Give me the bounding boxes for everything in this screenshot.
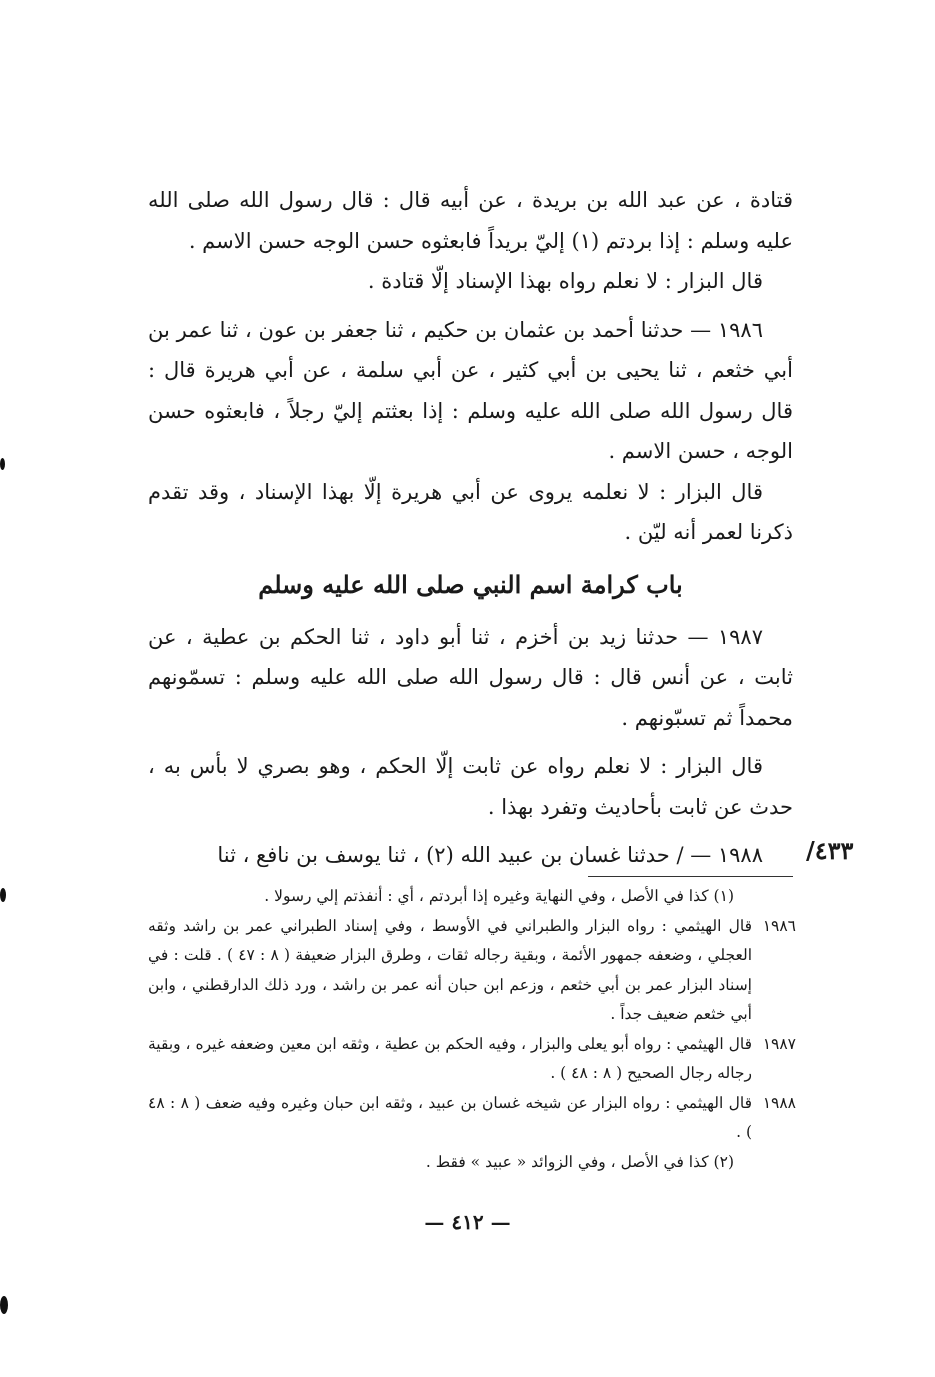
bazzar-comment: قال البزار : لا نعلمه يروى عن أبي هريرة إلّا بهذا الإسناد ، وقد تقدم ذكرنا لعمر أنه ليّن . [148, 479, 793, 544]
footnote [148, 912, 796, 1030]
footnote-number: ١٩٨٧ [762, 1034, 796, 1053]
footnote [148, 882, 796, 912]
chapter-heading: باب كرامة اسم النبي صلى الله عليه وسلم [258, 569, 683, 599]
footnote-separator [588, 876, 793, 877]
hadith-1986: ١٩٨٦ — حدثنا أحمد بن عثمان بن حكيم ، ثنا جعفر بن عون ، ثنا عمر بن أبي خثعم ، ثنا يحيى بن أبي كثير ، عن أبي سلمة ، عن أبي هريرة قال : قال رسول الله صلى الله عليه وسلم : إذا بعثتم إليّ رجلاً ، فابعثوه حسن الوجه ، حسن الاسم . [148, 317, 793, 463]
footnote-number [752, 1148, 796, 1178]
footnote-text: قال الهيثمي : رواه البزار عن شيخه غسان بن عبيد ، وثقه ابن حبان وغيره وفيه ضعف ( ٨ : ٤٨ ) . [148, 1093, 752, 1141]
footnote [148, 1148, 796, 1178]
footnote-text: قال الهيثمي : رواه أبو يعلى والبزار ، وفيه الحكم بن عطية ، وثقه ابن معين وضعفه غيره ، وبقية رجاله رجال الصحيح ( ٨ : ٤٨ ) . [148, 1034, 752, 1082]
manuscript-folio-marker: ٤٣٣/ [806, 836, 854, 865]
footnote-number: ١٩٨٨ [762, 1093, 796, 1112]
footnote-number: ١٩٨٦ [762, 916, 796, 935]
footnote [148, 1030, 796, 1089]
text-line: قتادة ، عن عبد الله بن بريدة ، عن أبيه قال : قال رسول الله صلى الله عليه [148, 188, 793, 253]
hadith-1985-end [148, 180, 793, 261]
hadith-1987: ١٩٨٧ — حدثنا زيد بن أخزم ، ثنا أبو داود ، ثنا الحكم بن عطية ، عن ثابت ، عن أنس قال : قال رسول الله صلى الله عليه وسلم : تسمّونهم محمداً ثم تسبّونهم . [148, 624, 793, 730]
scan-speck [0, 1296, 8, 1314]
footnote-text: (١) كذا في الأصل ، وفي النهاية وغيره إذا أبردتم ، أي : أنفذتم إلي رسولا . [264, 887, 734, 905]
text-line: وسلم : إذا بردتم (١) إليّ بريداً فابعثوه حسن الوجه حسن الاسم . [188, 228, 750, 253]
main-text [148, 180, 793, 876]
footnote-text: قال الهيثمي : رواه البزار والطبراني في الأوسط ، وفي إسناد الطبراني عمر بن راشد وثقه العجلي ، وضعفه جمهور الأئمة ، وبقية رجاله ثقات ، وطرق البزار ضعيفة ( ٨ : ٤٧ ) . قلت : في إسناد البزار عمر بن أبي خثعم ، وزعم ابن حبان أنه عمر بن راشد ، ورد ذلك الدارقطني ، وابن أبي خثعم ضعيف جداً . [148, 916, 753, 1023]
scan-speck [0, 458, 5, 470]
footnote-text: (٢) كذا في الأصل ، وفي الزوائد « عبيد » فقط . [425, 1152, 734, 1171]
bazzar-comment: قال البزار : لا نعلم رواه عن ثابت إلّا الحكم ، وهو بصري لا بأس به ، حدث عن ثابت بأحاديث وتفرد بهذا . [148, 754, 793, 819]
bazzar-comment: قال البزار : لا نعلم رواه بهذا الإسناد إلّا قتادة . [367, 269, 763, 293]
footnote-number [752, 882, 796, 912]
footnotes [148, 882, 796, 1177]
scan-speck [0, 888, 6, 902]
page-number: — ٤١٢ — [424, 1210, 511, 1234]
footnote [148, 1089, 796, 1148]
hadith-1988-start: ١٩٨٨ — / حدثنا غسان بن عبيد الله (٢) ، ثنا يوسف بن نافع ، ثنا [217, 843, 763, 867]
